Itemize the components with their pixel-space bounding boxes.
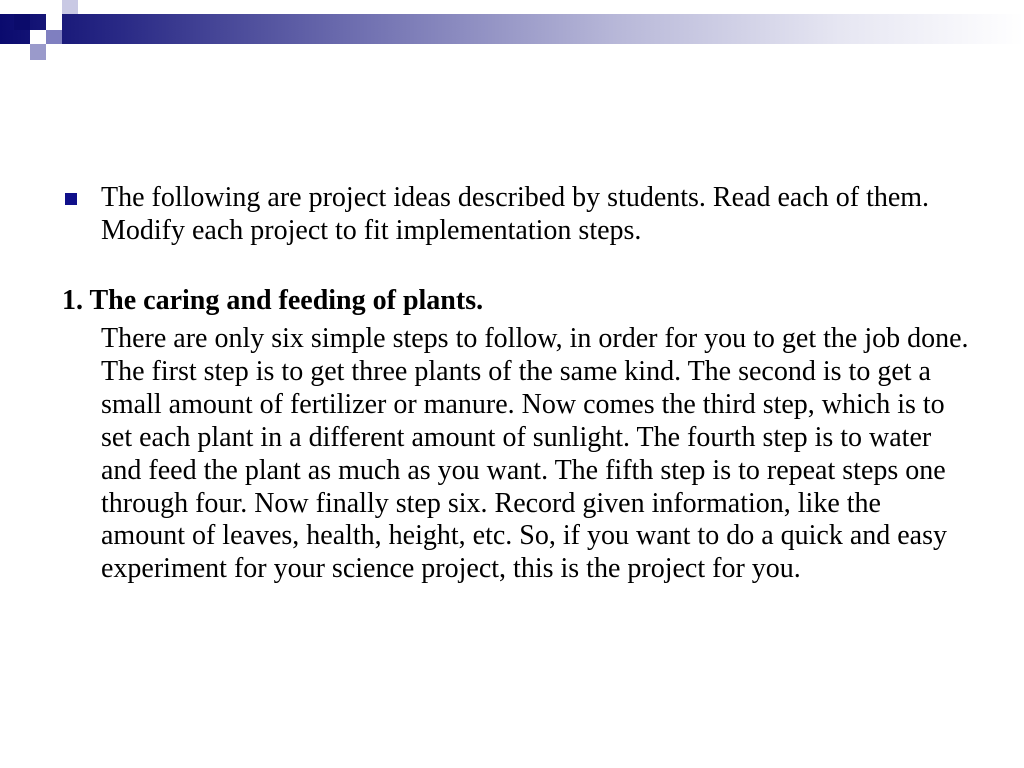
slide-body <box>62 181 982 586</box>
bullet-item <box>62 181 982 247</box>
body-paragraph: There are only six simple steps to follow, in order for you to get the job done. The first step is to get three plants of the same kind. The second is to get a small amount of fertilizer or manure. Now comes the third step, which is to set each plant in a different amount of sunlight. The fourth step is to water and feed the plant as much as you want. The fifth step is to repeat steps one through four. Now finally step six. Record given information, like the amount of leaves, health, height, etc. So, if you want to do a quick and easy experiment for your science project, this is the project for you. <box>101 323 969 585</box>
bullet-text: The following are project ideas described by students. Read each of them. Modify each project to fit implementation steps. <box>101 182 930 246</box>
decorative-square <box>14 14 30 30</box>
square-bullet-icon <box>65 193 77 205</box>
decorative-square <box>46 30 62 44</box>
decorative-square <box>30 0 46 14</box>
decorative-square <box>46 14 62 30</box>
decorative-square <box>30 30 46 44</box>
decorative-square <box>30 44 46 60</box>
decorative-square <box>62 0 78 14</box>
header-gradient-band <box>0 14 1024 44</box>
section-heading: 1. The caring and feeding of plants. <box>62 285 484 316</box>
